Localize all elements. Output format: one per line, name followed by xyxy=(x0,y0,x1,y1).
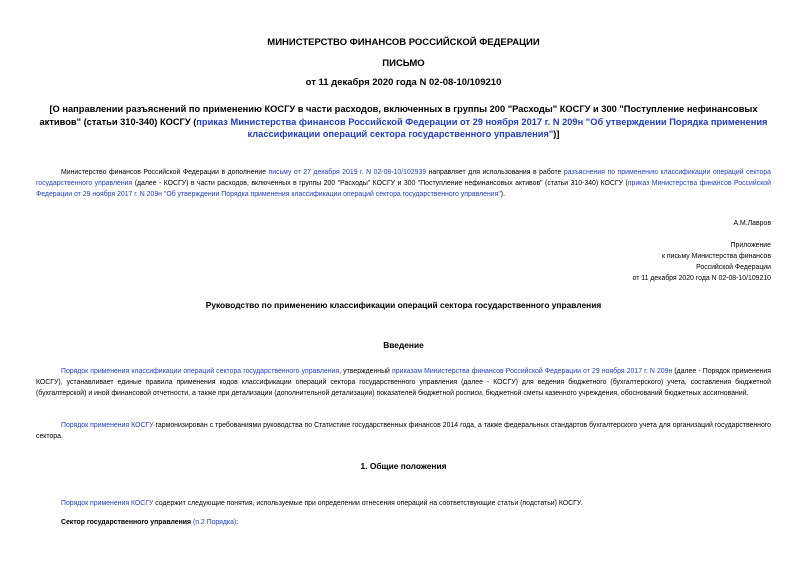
intro-paragraph-1 xyxy=(36,366,771,399)
subject-order-link[interactable]: приказ Министерства финансов Российской Федерации от 29 ноября 2017 г. N 209н "Об утверждении Порядка применения классификации операций сектора государственного управления" xyxy=(196,116,768,139)
procedure-link[interactable]: Порядок применения классификации операций сектора государственного управления xyxy=(61,368,340,375)
procedure-kosgu-link[interactable]: Порядок применения КОСГУ xyxy=(61,422,154,429)
appendix-block xyxy=(633,240,771,284)
subject-text-1: [О направлении разъяснений по применению КОСГУ в части расходов, включенных в группы 200 "Расходы" КОСГУ и 300 "Поступление нефинансовых активов" (статьи 310-340) КОСГУ ( xyxy=(39,104,758,127)
term-name: Сектор государственного управления xyxy=(61,519,192,526)
section-1-paragraph xyxy=(36,498,771,509)
intro-paragraph-2 xyxy=(36,420,771,442)
appendix-line: Приложение xyxy=(730,242,771,249)
intro-title: Введение xyxy=(383,340,424,350)
previous-letter-link[interactable]: письму от 27 декабря 2019 г. N 02-08-10/102939 xyxy=(268,169,427,176)
ministry-heading: МИНИСТЕРСТВО ФИНАНСОВ РОССИЙСКОЙ ФЕДЕРАЦИИ xyxy=(267,37,540,48)
order-209n-link[interactable]: приказ Министерства финансов Российской Федерации от 29 ноября 2017 г. N 209н "Об утверждении Порядка применения классификации операций сектора государственного управления" xyxy=(36,180,771,198)
para-text: : xyxy=(236,519,239,526)
section-1-title: 1. Общие положения xyxy=(360,461,447,471)
para-text: (далее - КОСГУ) в части расходов, включенных в группы 200 "Расходы" КОСГУ и 300 "Поступление нефинансовых активов" (статьи 310-340) КОСГУ ( xyxy=(132,180,628,187)
appendix-line: от 11 декабря 2020 года N 02-08-10/109210 xyxy=(632,275,771,282)
appendix-line: к письму Министерства финансов xyxy=(661,253,771,260)
order-209n-link[interactable]: приказом Министерства финансов Российской Федерации от 29 ноября 2017 г. N 209н xyxy=(392,368,673,375)
document-date-number: от 11 декабря 2020 года N 02-08-10/109210 xyxy=(305,77,502,88)
para-text: ). xyxy=(500,191,506,198)
para-text: (далее - Порядок применения КОСГУ), устанавливает единые правила применения кодов классификации операций сектора государственного управления (далее - КОСГУ) для ведения бюджетного (бухгалтерского) учета, составления бюджетной (бухгалтерской) и иной финансовой отчетности, а также при детализации (дополнительной детализации) показателей бюджетной росписи, бюджетной сметы казенного учреждения, обоснований бюджетных ассигнований. xyxy=(36,368,772,397)
signature: А.М.Лавров xyxy=(733,220,771,227)
letter-paragraph xyxy=(36,167,771,200)
document-type: ПИСЬМО xyxy=(382,58,425,69)
appendix-line: Российской Федерации xyxy=(696,264,771,271)
guide-title: Руководство по применению классификации операций сектора государственного управления xyxy=(205,300,602,310)
procedure-point-link[interactable]: (п.2 Порядка) xyxy=(192,519,237,526)
para-text: содержит следующие понятия, используемые при определении отнесения операций на соответствующие статьи (подстатьи) КОСГУ. xyxy=(153,500,583,507)
document-subject xyxy=(36,103,771,141)
para-text: , утвержденный xyxy=(339,368,393,375)
para-text: направляет для использования в работе xyxy=(426,169,564,176)
subject-text-2: )] xyxy=(553,129,560,139)
para-text: Министерство финансов Российской Федерации в дополнение xyxy=(61,169,269,176)
clarifications-link[interactable]: разъяснения по применению классификации операций сектора государственного управления xyxy=(36,169,771,187)
term-definition xyxy=(61,519,238,526)
procedure-kosgu-link[interactable]: Порядок применения КОСГУ xyxy=(61,500,154,507)
para-text: гармонизирован с требованиями руководства по Статистике государственных финансов 2014 года, а также федеральных стандартов бухгалтерского учета для организаций государственного сектора. xyxy=(36,422,771,440)
